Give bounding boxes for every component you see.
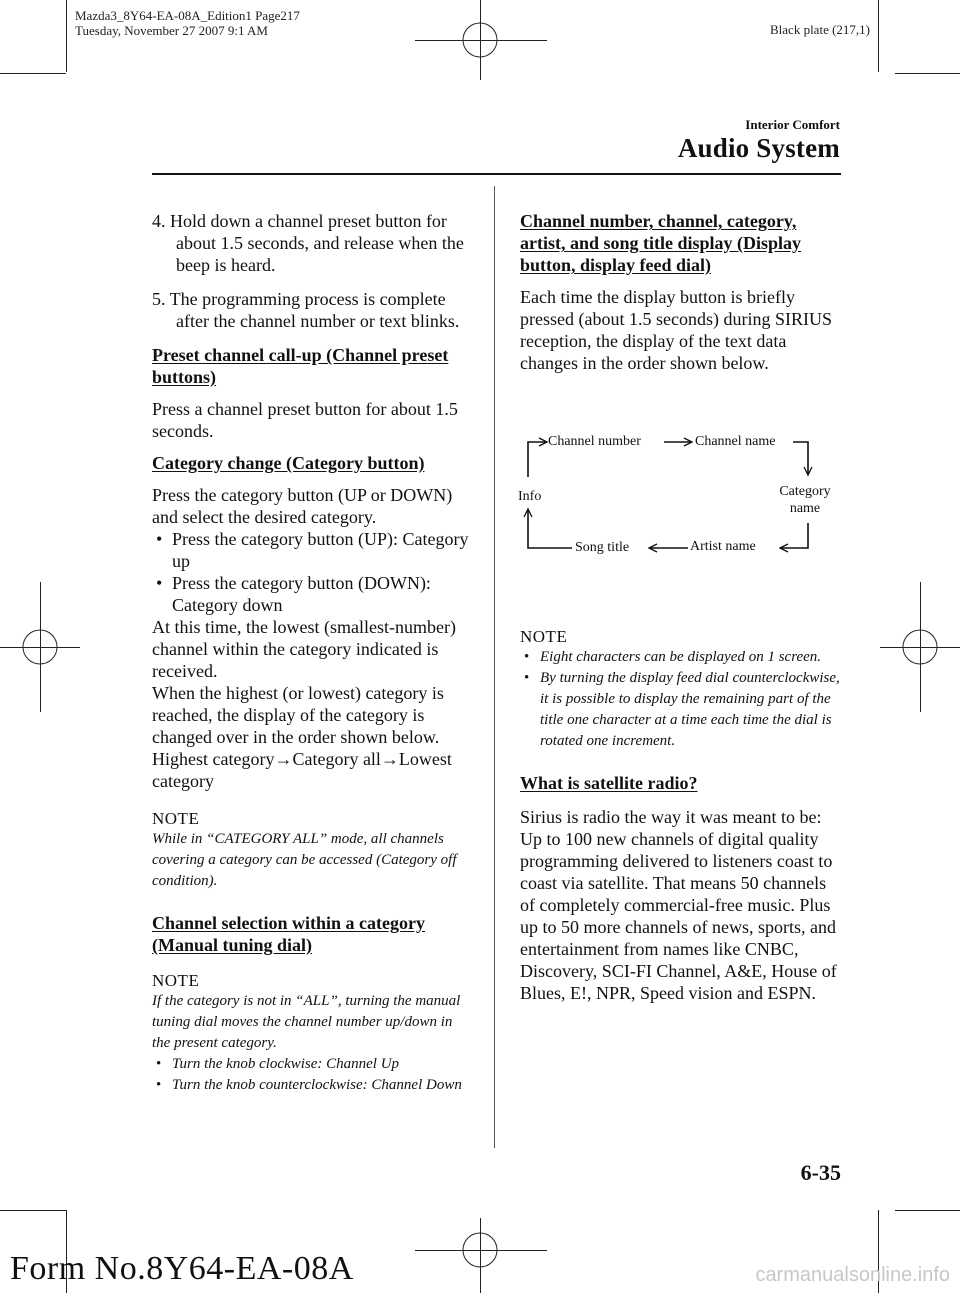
note-title: NOTE — [520, 627, 568, 646]
list-item: • Turn the knob counterclockwise: Channel Down — [152, 1075, 472, 1096]
display-order-diagram — [514, 425, 844, 565]
list-item: • Press the category button (UP): Category up — [152, 528, 472, 572]
note-bullets — [520, 647, 842, 752]
note2-title: NOTE — [152, 971, 200, 990]
page-title: Audio System — [677, 133, 840, 163]
category-text: Press the category button (UP or DOWN) and select the desired category. — [152, 485, 453, 527]
print-meta — [75, 8, 300, 38]
diagram-info: Info — [518, 489, 542, 504]
right-column-top — [520, 210, 842, 374]
manual-heading: Channel selection within a category (Manual tuning dial) — [152, 913, 425, 955]
note1-text: While in “CATEGORY ALL” mode, all channels covering a category can be accessed (Category off condition). — [152, 831, 457, 889]
header-rule — [152, 173, 841, 175]
arrow-to-info — [528, 509, 572, 548]
diagram-artist-name: Artist name — [690, 539, 756, 554]
note2-text: If the category is not in “ALL”, turning the manual tuning dial moves the channel number up/down in the present category. — [152, 993, 461, 1051]
diagram-song-title: Song title — [575, 540, 630, 555]
list-item: • By turning the display feed dial counterclockwise, it is possible to display the remaining part of the title one character at a time each time the dial is rotated one increment. — [520, 668, 842, 752]
diagram-channel-number: Channel number — [548, 434, 641, 449]
step-4: 4. Hold down a channel preset button for about 1.5 seconds, and release when the beep is heard. — [152, 211, 464, 275]
satellite-text: Sirius is radio the way it was meant to be: Up to 100 new channels of digital quality programming delivered to listeners coast to coast via satellite. That means 50 channels of completely commercial-free music. Plus up to 50 more channels of news, sports, and entertainment from names like CNBC, Discovery, SCI-FI Channel, A&E, House of Blues, E!, NPR, Speed vision and ESPN. — [520, 807, 837, 1003]
list-item: • Eight characters can be displayed on 1 screen. — [520, 647, 842, 668]
watermark: carmanualsonline.info — [755, 1264, 950, 1286]
category-para2: When the highest (or lowest) category is reached, the display of the category is changed over in the order shown below. — [152, 683, 444, 747]
display-text: Each time the display button is briefly pressed (about 1.5 seconds) during SIRIUS reception, the display of the text data changes in the order shown below. — [520, 287, 832, 373]
preset-heading: Preset channel call-up (Channel preset buttons) — [152, 345, 449, 387]
satellite-heading: What is satellite radio? — [520, 773, 698, 793]
right-column-bottom — [520, 626, 842, 1004]
arrow-to-category-name — [793, 442, 808, 475]
category-order: Highest category→Category all→Lowest category — [152, 749, 452, 791]
diagram-channel-name: Channel name — [695, 434, 776, 449]
column-divider — [494, 186, 495, 1148]
arrow-to-artist-name — [780, 523, 808, 548]
list-item: • Press the category button (DOWN): Category down — [152, 572, 472, 616]
display-heading: Channel number, channel, category, artist, and song title display (Display button, display feed dial) — [520, 211, 802, 275]
category-para1: At this time, the lowest (smallest-number) channel within the category indicated is received. — [152, 617, 456, 681]
form-number: Form No.8Y64-EA-08A — [10, 1250, 354, 1287]
left-column — [152, 210, 472, 1096]
print-meta-line2: Tuesday, November 27 2007 9:1 AM — [75, 23, 268, 38]
note1-title: NOTE — [152, 809, 200, 828]
print-meta-line1: Mazda3_8Y64-EA-08A_Edition1 Page217 — [75, 8, 300, 23]
list-item: • Turn the knob clockwise: Channel Up — [152, 1054, 472, 1075]
step-5: 5. The programming process is complete after the channel number or text blinks. — [152, 289, 460, 331]
note2-bullets — [152, 1054, 472, 1096]
diagram-category-name: Category name — [779, 484, 831, 516]
preset-text: Press a channel preset button for about 1.5 seconds. — [152, 399, 458, 441]
arrow-info-to-channel-number — [528, 442, 547, 477]
section-label: Interior Comfort — [745, 117, 840, 132]
page-number: 6-35 — [800, 1160, 841, 1185]
category-heading: Category change (Category button) — [152, 453, 425, 473]
plate-label: Black plate (217,1) — [770, 22, 870, 37]
category-bullets — [152, 528, 472, 616]
